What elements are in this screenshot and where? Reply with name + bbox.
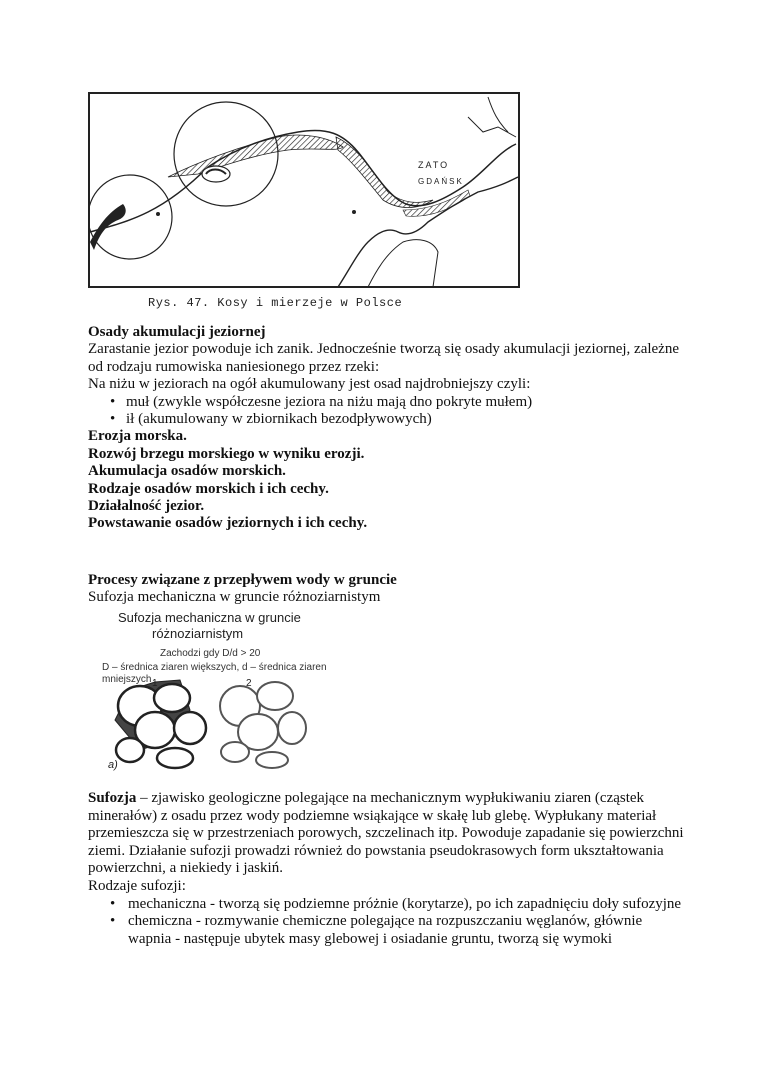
suffosion-definition-section <box>88 790 688 948</box>
spits-map-drawing <box>88 92 520 292</box>
topic-line: Erozja morska. <box>88 428 187 445</box>
fig2-label-2: 2 <box>246 678 252 689</box>
topic-line: Rodzaje osadów morskich i ich cechy. <box>88 480 329 497</box>
suffosion-types-list <box>88 896 688 949</box>
fig2-label-1: 1 <box>152 678 158 689</box>
term-sufozja: Sufozja <box>88 790 137 806</box>
spits-map-figure <box>88 92 520 292</box>
groundwater-section <box>88 572 688 607</box>
list-item: • ił (akumulowany w zbiornikach bezodpływowych) <box>88 411 688 428</box>
topic-line: Powstawanie osadów jeziornych i ich cechy. <box>88 515 368 532</box>
section1-paragraph2: Na niżu w jeziorach na ogół akumulowany jest osad najdrobniejszy czyli: <box>88 376 531 393</box>
definition-text: – zjawisko geologiczne polegające na mechanicznym wypłukiwaniu ziaren (cząstek minerałów) z osadu przez wody podziemne wsiąkające w skałę lub glebę. Wypłukany materiał przemieszcza się w przestrzeniach porowych, szczelinach itp. Powoduje zapadanie się powierzchni ziemi. Działanie sufozji prowadzi również do powstania pseudokrasowych form ukształtowania powierzchni, a niekiedy i jaskiń. <box>88 790 684 877</box>
fig2-title-line2: różnoziarnistym <box>152 626 244 641</box>
definition-paragraph <box>88 790 688 878</box>
map-label-gdansk: GDAŃSK <box>418 177 464 186</box>
topic-line: Działalność jezior. <box>88 498 205 515</box>
section2-subheading: Sufozja mechaniczna w gruncie różnoziarnistym <box>88 589 381 606</box>
fig2-title-line1: Sufozja mechaniczna w gruncie <box>118 610 301 625</box>
fig2-label-a: a) <box>108 759 118 771</box>
section1-paragraph1: Zarastanie jezior powoduje ich zanik. Jednocześnie tworzą się osady akumulacji jeziornej, zależne od rodzaju rumowiska naniesionego przez rzeki: <box>88 341 679 375</box>
lake-accumulation-section <box>88 324 688 533</box>
section2-heading: Procesy związane z przepływem wody w gruncie <box>88 572 397 588</box>
list-item: • muł (zwykle współczesne jeziora na niżu mają dno pokryte mułem) <box>88 394 688 411</box>
list-item: • mechaniczna - tworzą się podziemne próżnie (korytarze), po ich zapadnięciu doły sufozyjne <box>88 896 688 914</box>
fig2-legend: D – średnica ziaren większych, d – średnica ziaren mniejszych <box>102 662 327 685</box>
fig2-condition: Zachodzi gdy D/d > 20 <box>160 648 261 659</box>
section1-heading: Osady akumulacji jeziornej <box>88 324 266 340</box>
suffosion-figure <box>100 610 340 775</box>
topic-line: Rozwój brzegu morskiego w wyniku erozji. <box>88 445 365 462</box>
figure1-caption: Rys. 47. Kosy i mierzeje w Polsce <box>148 296 403 310</box>
list-item: • chemiczna - rozmywanie chemiczne polegające na rozpuszczaniu węglanów, głównie wapnia - następuje ubytek masy glebowej i osiadanie gruntu, tworzą się wymoki <box>88 913 688 948</box>
topic-line: Akumulacja osadów morskich. <box>88 463 286 480</box>
sediment-list <box>88 394 688 429</box>
types-heading: Rodzaje sufozji: <box>88 877 186 894</box>
map-label-zato: ZATO <box>418 160 450 170</box>
